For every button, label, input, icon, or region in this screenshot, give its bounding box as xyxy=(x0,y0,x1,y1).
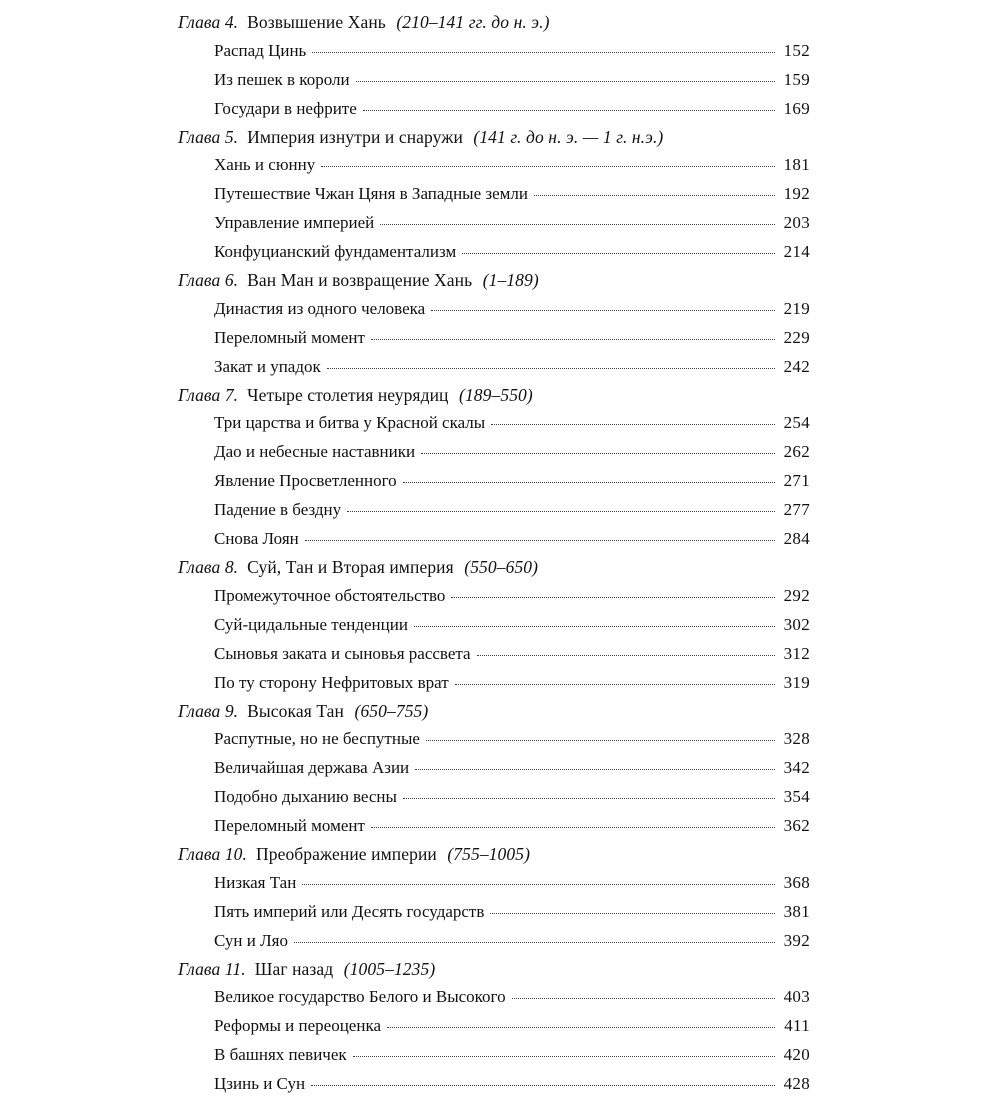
entry-title: Конфуцианский фундаментализм xyxy=(214,243,456,260)
chapter-title[interactable] xyxy=(178,955,810,983)
dot-leader xyxy=(387,1026,775,1028)
toc-chapter xyxy=(178,266,810,381)
entry-title: Переломный момент xyxy=(214,817,365,834)
entry-page-number: 354 xyxy=(780,788,810,805)
dot-leader xyxy=(305,539,775,541)
dot-leader xyxy=(415,768,775,770)
toc-chapter xyxy=(178,840,810,955)
chapter-name: Суй, Тан и Вторая империя xyxy=(247,557,454,577)
entry-page-number: 262 xyxy=(780,443,810,460)
dot-leader xyxy=(491,423,775,425)
chapter-title[interactable] xyxy=(178,123,810,151)
entry-page-number: 342 xyxy=(780,759,810,776)
entry-page-number: 302 xyxy=(780,616,810,633)
chapter-number: Глава 10. xyxy=(178,844,247,864)
toc-entry[interactable] xyxy=(178,408,810,437)
entry-title: Великое государство Белого и Высокого xyxy=(214,988,506,1005)
dot-leader xyxy=(312,51,775,53)
entry-page-number: 254 xyxy=(780,414,810,431)
toc-entry[interactable] xyxy=(178,724,810,753)
chapter-number: Глава 11. xyxy=(178,959,246,979)
entry-title: Цзинь и Сун xyxy=(214,1075,305,1092)
chapter-number: Глава 4. xyxy=(178,12,238,32)
entry-page-number: 277 xyxy=(780,501,810,518)
toc-entry[interactable] xyxy=(178,466,810,495)
entry-title: Управление империей xyxy=(214,214,374,231)
dot-leader xyxy=(321,165,775,167)
toc-entry[interactable] xyxy=(178,437,810,466)
entry-page-number: 403 xyxy=(780,988,810,1005)
entry-title: Три царства и битва у Красной скалы xyxy=(214,414,485,431)
toc-entry[interactable] xyxy=(178,524,810,553)
chapter-number: Глава 6. xyxy=(178,270,238,290)
entry-title: Суй-цидальные тенденции xyxy=(214,616,408,633)
entry-title: Падение в бездну xyxy=(214,501,341,518)
entry-page-number: 242 xyxy=(780,358,810,375)
entry-title: Хань и сюнну xyxy=(214,156,315,173)
entry-title: Государи в нефрите xyxy=(214,100,357,117)
entry-title: Величайшая держава Азии xyxy=(214,759,409,776)
chapter-years: (189–550) xyxy=(459,385,533,405)
chapter-number: Глава 5. xyxy=(178,127,238,147)
entry-page-number: 169 xyxy=(780,100,810,117)
toc-entry[interactable] xyxy=(178,150,810,179)
entry-title: Реформы и переоценка xyxy=(214,1017,381,1034)
entry-page-number: 328 xyxy=(780,730,810,747)
toc-entry[interactable] xyxy=(178,610,810,639)
toc-entry[interactable] xyxy=(178,237,810,266)
toc-chapter xyxy=(178,123,810,267)
toc-entry[interactable] xyxy=(178,868,810,897)
chapter-name: Империя изнутри и снаружи xyxy=(247,127,463,147)
toc-entry[interactable] xyxy=(178,811,810,840)
entry-page-number: 159 xyxy=(780,71,810,88)
toc-entry[interactable] xyxy=(178,94,810,123)
toc-entry[interactable] xyxy=(178,982,810,1011)
entry-title: Сун и Ляо xyxy=(214,932,288,949)
dot-leader xyxy=(534,194,775,196)
dot-leader xyxy=(451,596,775,598)
toc-entry[interactable] xyxy=(178,897,810,926)
chapter-years: (141 г. до н. э. — 1 г. н.э.) xyxy=(473,127,663,147)
chapter-name: Высокая Тан xyxy=(247,701,344,721)
dot-leader xyxy=(347,510,775,512)
dot-leader xyxy=(311,1084,775,1086)
dot-leader xyxy=(512,997,775,999)
chapter-years: (755–1005) xyxy=(447,844,530,864)
dot-leader xyxy=(477,654,775,656)
entry-page-number: 428 xyxy=(780,1075,810,1092)
toc-entry[interactable] xyxy=(178,926,810,955)
chapter-name: Четыре столетия неурядиц xyxy=(247,385,448,405)
dot-leader xyxy=(302,883,775,885)
entry-title: Распад Цинь xyxy=(214,42,306,59)
entry-page-number: 284 xyxy=(780,530,810,547)
toc-entry[interactable] xyxy=(178,294,810,323)
chapter-years: (1005–1235) xyxy=(344,959,436,979)
entry-title: Династия из одного человека xyxy=(214,300,425,317)
chapter-title[interactable] xyxy=(178,8,810,36)
entry-title: Снова Лоян xyxy=(214,530,299,547)
chapter-title[interactable] xyxy=(178,697,810,725)
entry-title: Подобно дыханию весны xyxy=(214,788,397,805)
entry-page-number: 292 xyxy=(780,587,810,604)
entry-page-number: 319 xyxy=(780,674,810,691)
toc-chapter xyxy=(178,8,810,123)
entry-page-number: 312 xyxy=(780,645,810,662)
dot-leader xyxy=(403,481,775,483)
dot-leader xyxy=(371,826,775,828)
entry-title: Пять империй или Десять государств xyxy=(214,903,484,920)
toc-entry[interactable] xyxy=(178,65,810,94)
entry-title: В башнях певичек xyxy=(214,1046,347,1063)
toc-entry[interactable] xyxy=(178,581,810,610)
toc-entry[interactable] xyxy=(178,179,810,208)
entry-page-number: 219 xyxy=(780,300,810,317)
dot-leader xyxy=(403,797,775,799)
chapter-name: Преображение империи xyxy=(256,844,437,864)
chapter-title[interactable] xyxy=(178,381,810,409)
dot-leader xyxy=(490,912,775,914)
chapter-years: (550–650) xyxy=(464,557,538,577)
dot-leader xyxy=(421,452,775,454)
entry-page-number: 271 xyxy=(780,472,810,489)
chapter-name: Ван Ман и возвращение Хань xyxy=(247,270,472,290)
entry-page-number: 381 xyxy=(780,903,810,920)
dot-leader xyxy=(462,252,775,254)
toc-entry[interactable] xyxy=(178,208,810,237)
entry-title: Закат и упадок xyxy=(214,358,321,375)
entry-page-number: 181 xyxy=(780,156,810,173)
dot-leader xyxy=(426,739,775,741)
chapter-years: (210–141 гг. до н. э.) xyxy=(396,12,549,32)
chapter-name: Шаг назад xyxy=(255,959,334,979)
entry-page-number: 152 xyxy=(780,42,810,59)
entry-title: Распутные, но не беспутные xyxy=(214,730,420,747)
toc-entry[interactable] xyxy=(178,753,810,782)
toc-entry[interactable] xyxy=(178,1069,810,1098)
chapter-number: Глава 9. xyxy=(178,701,238,721)
entry-title: Промежуточное обстоятельство xyxy=(214,587,445,604)
chapter-years: (650–755) xyxy=(355,701,429,721)
toc-entry[interactable] xyxy=(178,782,810,811)
toc-entry[interactable] xyxy=(178,36,810,65)
toc-chapter xyxy=(178,955,810,1098)
chapter-title[interactable] xyxy=(178,553,810,581)
entry-page-number: 392 xyxy=(780,932,810,949)
entry-title: По ту сторону Нефритовых врат xyxy=(214,674,449,691)
entry-page-number: 229 xyxy=(780,329,810,346)
dot-leader xyxy=(414,625,775,627)
entry-title: Сыновья заката и сыновья рассвета xyxy=(214,645,471,662)
entry-page-number: 214 xyxy=(780,243,810,260)
chapter-title[interactable] xyxy=(178,266,810,294)
chapter-name: Возвышение Хань xyxy=(247,12,386,32)
entry-title: Низкая Тан xyxy=(214,874,296,891)
entry-title: Из пешек в короли xyxy=(214,71,350,88)
chapter-number: Глава 8. xyxy=(178,557,238,577)
toc-entry[interactable] xyxy=(178,668,810,697)
entry-title: Дао и небесные наставники xyxy=(214,443,415,460)
dot-leader xyxy=(327,367,775,369)
toc-entry[interactable] xyxy=(178,639,810,668)
toc-entry[interactable] xyxy=(178,1011,810,1040)
dot-leader xyxy=(371,338,775,340)
chapter-number: Глава 7. xyxy=(178,385,238,405)
chapter-years: (1–189) xyxy=(483,270,539,290)
entry-title: Переломный момент xyxy=(214,329,365,346)
dot-leader xyxy=(455,683,775,685)
entry-page-number: 203 xyxy=(780,214,810,231)
entry-title: Явление Просветленного xyxy=(214,472,397,489)
dot-leader xyxy=(294,941,775,943)
dot-leader xyxy=(431,309,775,311)
toc-entry[interactable] xyxy=(178,352,810,381)
toc-entry[interactable] xyxy=(178,1040,810,1069)
entry-page-number: 192 xyxy=(780,185,810,202)
entry-page-number: 411 xyxy=(780,1017,810,1034)
dot-leader xyxy=(380,223,775,225)
entry-title: Путешествие Чжан Цяня в Западные земли xyxy=(214,185,528,202)
toc-chapter xyxy=(178,697,810,841)
toc-entry[interactable] xyxy=(178,323,810,352)
toc-entry[interactable] xyxy=(178,495,810,524)
toc-chapter xyxy=(178,553,810,697)
entry-page-number: 368 xyxy=(780,874,810,891)
dot-leader xyxy=(363,109,775,111)
toc-chapter xyxy=(178,381,810,554)
entry-page-number: 420 xyxy=(780,1046,810,1063)
dot-leader xyxy=(356,80,775,82)
entry-page-number: 362 xyxy=(780,817,810,834)
chapter-title[interactable] xyxy=(178,840,810,868)
dot-leader xyxy=(353,1055,775,1057)
